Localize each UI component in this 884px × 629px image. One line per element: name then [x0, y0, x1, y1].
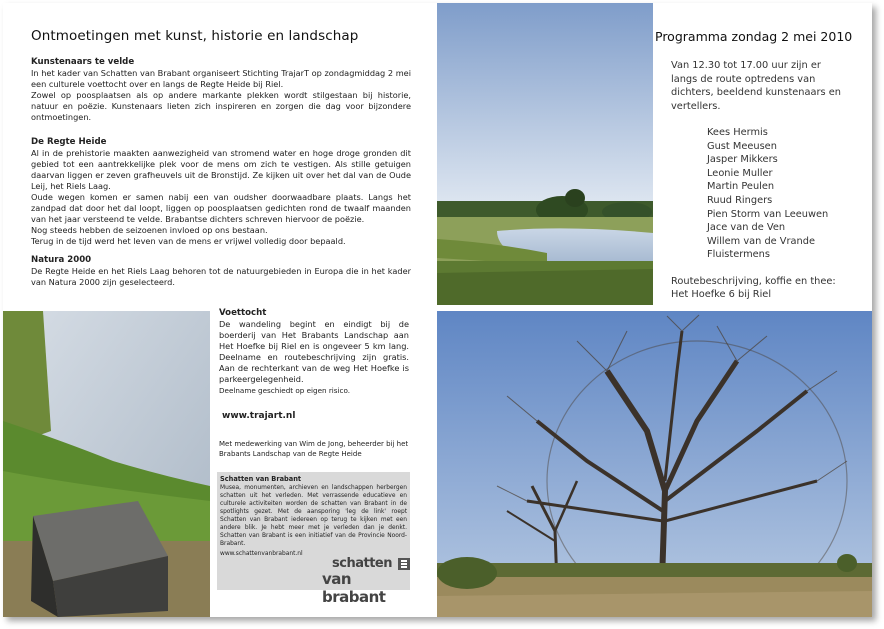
section-heading: Voettocht [219, 308, 267, 318]
performer-name: Fluistermens [707, 249, 771, 261]
performer-name: Kees Hermis [707, 127, 768, 138]
route-info [671, 275, 851, 301]
photo-heath-pond [437, 3, 653, 305]
performer-name: Jace van de Ven [707, 222, 786, 234]
photo-poem-stone [3, 311, 210, 617]
credit-text: Met medewerking van Wim de Jong, beheerder bij het Brabants Landschap van de Regte Heide [219, 440, 409, 458]
section-paragraph: Oude wegen komen er samen nabij een van oudsher doorwaadbare plaats. Langs het zandpad dat door het dal loopt, liggen op poosplaatsen gedichten rond de twaalf maanden van het jaar versteend te velde. Brabantse dichters schreven hiervoor de poëzie. [31, 192, 411, 224]
route-place: Het Hoefke 6 bij Riel [671, 289, 772, 300]
info-box-text: Musea, monumenten, archieven en landschappen herbergen schatten uit het verleden. Met verrassende educatieve en culturele activiteiten worden de schatten van Brabant in de spotlights gezet. Met de aansporing 'leg de link' roept Schatten van Brabant iedereen op terug te kijken met een andere blik. Je hebt meer met je verleden dan je denkt. Schatten van Brabant is een initiatief van de Provincie Noord-Brabant. [220, 485, 407, 547]
info-box-url[interactable]: www.schattenvanbrabant.nl [220, 551, 303, 557]
program-title: Programma zondag 2 mei 2010 [655, 29, 853, 44]
section-paragraph: Zowel op poosplaatsen als op andere markante plekken wordt stilgestaan bij historie, natuur en poëzie. Kunstenaars lieten zich inspireren en zorgen die dag voor bijzondere ontmoetingen. [31, 90, 411, 122]
performer-name: Gust Meeusen [707, 140, 777, 152]
logo-line-2: van brabant [322, 570, 386, 606]
section-heading: De Regte Heide [31, 137, 107, 147]
section-paragraph: In het kader van Schatten van Brabant organiseert Stichting TrajarT op zondagmiddag 2 mei een culturele voettocht over en langs de Regte Heide bij Riel. [31, 68, 411, 89]
performer-name: Ruud Ringers [707, 194, 773, 206]
photo-oak-tree [437, 311, 872, 617]
voettocht-text: De wandeling begint en eindigt bij de boerderij van Het Brabants Landschap aan Het Hoefke bij Riel en is ongeveer 5 km lang. Deelname en routebeschrijving zijn gratis. Aan de rechterkant van de weg Het Hoefke is parkeergelegenheid. [219, 319, 409, 384]
section-voettocht [219, 308, 409, 396]
section-paragraph: De Regte Heide en het Riels Laag behoren tot de natuurgebieden in Europa die in het kader van Natura 2000 zijn geselecteerd. [31, 266, 411, 287]
performer-name: Willem van de Vrande [707, 235, 815, 247]
voettocht-note: Deelname geschiedt op eigen risico. [219, 386, 351, 395]
section-heading: Natura 2000 [31, 255, 92, 265]
performer-name: Martin Peulen [707, 181, 775, 193]
program-intro: Van 12.30 tot 17.00 uur zijn er langs de route optredens van dichters, beeldend kunstenaars en vertellers. [671, 60, 842, 112]
performer-name: Jasper Mikkers [707, 154, 778, 166]
performer-name: Leonie Muller [707, 167, 773, 179]
website-link[interactable]: www.trajart.nl [222, 411, 296, 421]
section-natura-2000 [31, 255, 411, 288]
logo-mark-icon [398, 558, 410, 570]
info-box-title: Schatten van Brabant [220, 475, 302, 483]
performer-list [707, 126, 828, 262]
section-paragraph: Terug in de tijd werd het leven van de mens er vrijwel volledig door bepaald. [31, 236, 346, 246]
section-regte-heide [31, 137, 411, 247]
route-label: Routebeschrijving, koffie en thee: [671, 276, 836, 287]
section-paragraph: Al in de prehistorie maakten aanwezigheid van stromend water en hoge droge gronden dit gebied tot een aantrekkelijke plek voor de mens om zich te vestigen. Als stille getuigen daarvan liggen er zeven grafheuvels uit de Bronstijd. Ze kijken uit over het dal van de Oude Leij, het Riels Laag. [31, 148, 411, 191]
performer-name: Pien Storm van Leeuwen [707, 208, 829, 220]
section-kunstenaars [31, 57, 411, 123]
section-heading: Kunstenaars te velde [31, 57, 135, 67]
section-paragraph: Nog steeds hebben de seizoenen invloed op ons bestaan. [31, 225, 268, 235]
page-title: Ontmoetingen met kunst, historie en landschap [31, 28, 359, 44]
logo-line-1: schatten [332, 556, 392, 571]
schatten-van-brabant-logo [322, 556, 410, 606]
